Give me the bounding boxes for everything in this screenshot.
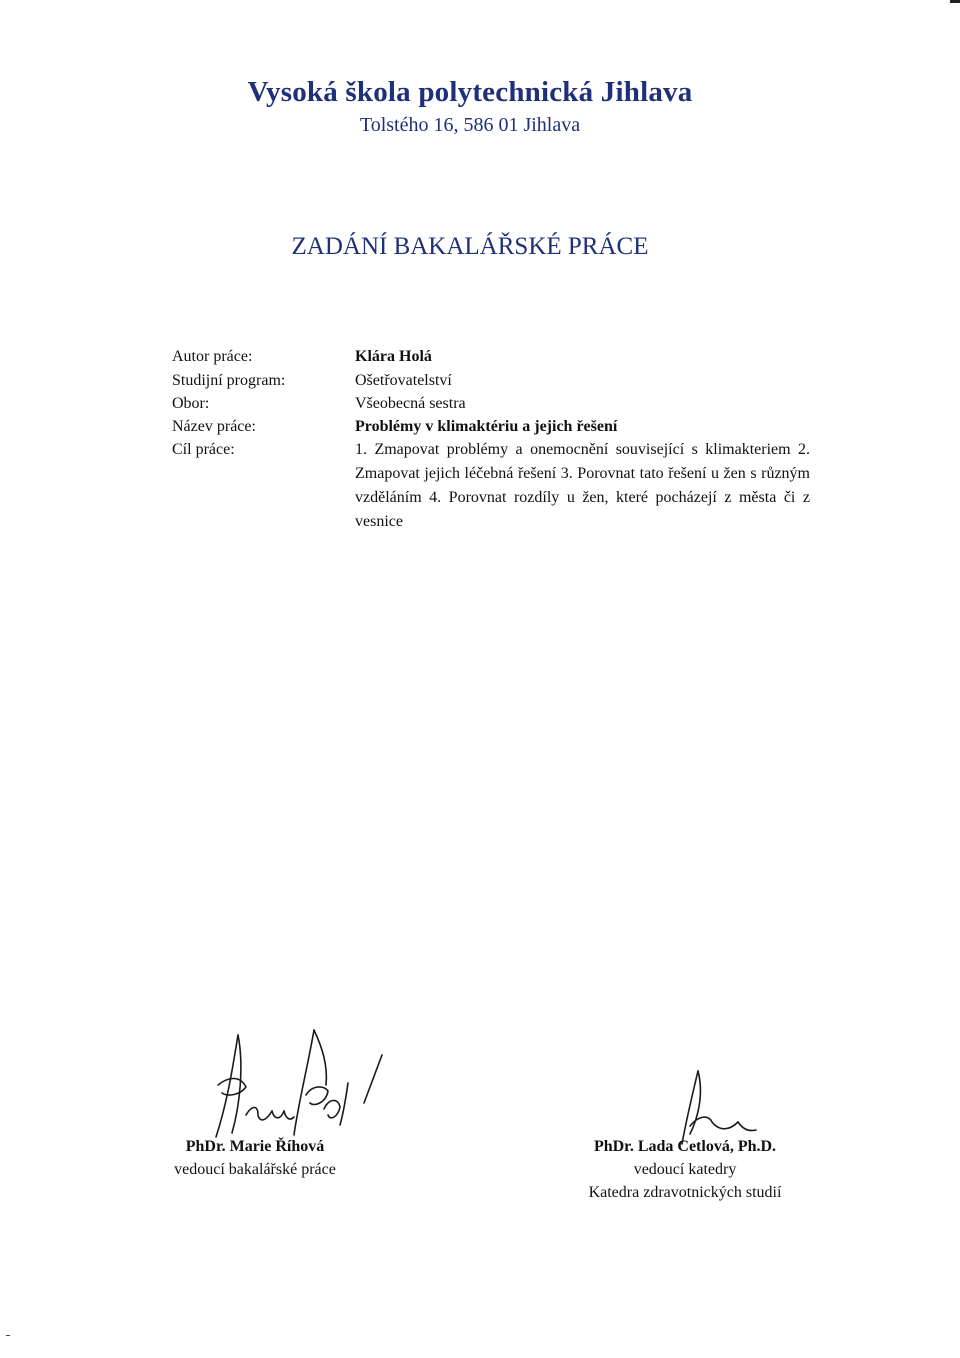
program-value: Ošetřovatelství [355, 372, 452, 389]
signatory-role-right: vedoucí katedry [633, 1161, 737, 1178]
signature-marie-rihova [188, 1025, 388, 1145]
goal-label: Cíl práce: [172, 441, 235, 458]
thesis-title-value: Problémy v klimaktériu a jejich řešení [355, 418, 618, 435]
signature-block-right [560, 1135, 810, 1204]
signatory-department-right: Katedra zdravotnických studií [588, 1184, 782, 1201]
scan-mark [950, 0, 960, 3]
document-title: ZADÁNÍ BAKALÁŘSKÉ PRÁCE [291, 233, 649, 260]
signatory-name-right: PhDr. Lada Cetlová, Ph.D. [593, 1138, 777, 1155]
author-value: Klára Holá [355, 348, 432, 365]
signatory-name-left: PhDr. Marie Říhová [185, 1138, 325, 1155]
signature-lada-cetlova [668, 1066, 758, 1146]
school-address: Tolstého 16, 586 01 Jihlava [359, 114, 581, 136]
scan-mark [6, 1335, 10, 1336]
signatory-role-left: vedoucí bakalářské práce [174, 1161, 336, 1178]
thesis-title-label: Název práce: [172, 418, 256, 435]
author-label: Autor práce: [172, 348, 253, 365]
field-label: Obor: [172, 395, 210, 412]
goal-value: 1. Zmapovat problémy a onemocnění související s klimakteriem 2. Zmapovat jejich léčebná řešení 3. Porovnat tato řešení u žen s různým vzděláním 4. Porovnat rozdíly u žen, které pocházejí z města či z vesnice [355, 441, 810, 530]
signature-block-left [150, 1135, 360, 1181]
program-label: Studijní program: [172, 372, 286, 389]
school-name: Vysoká škola polytechnická Jihlava [247, 76, 693, 108]
field-value: Všeobecná sestra [355, 395, 466, 412]
